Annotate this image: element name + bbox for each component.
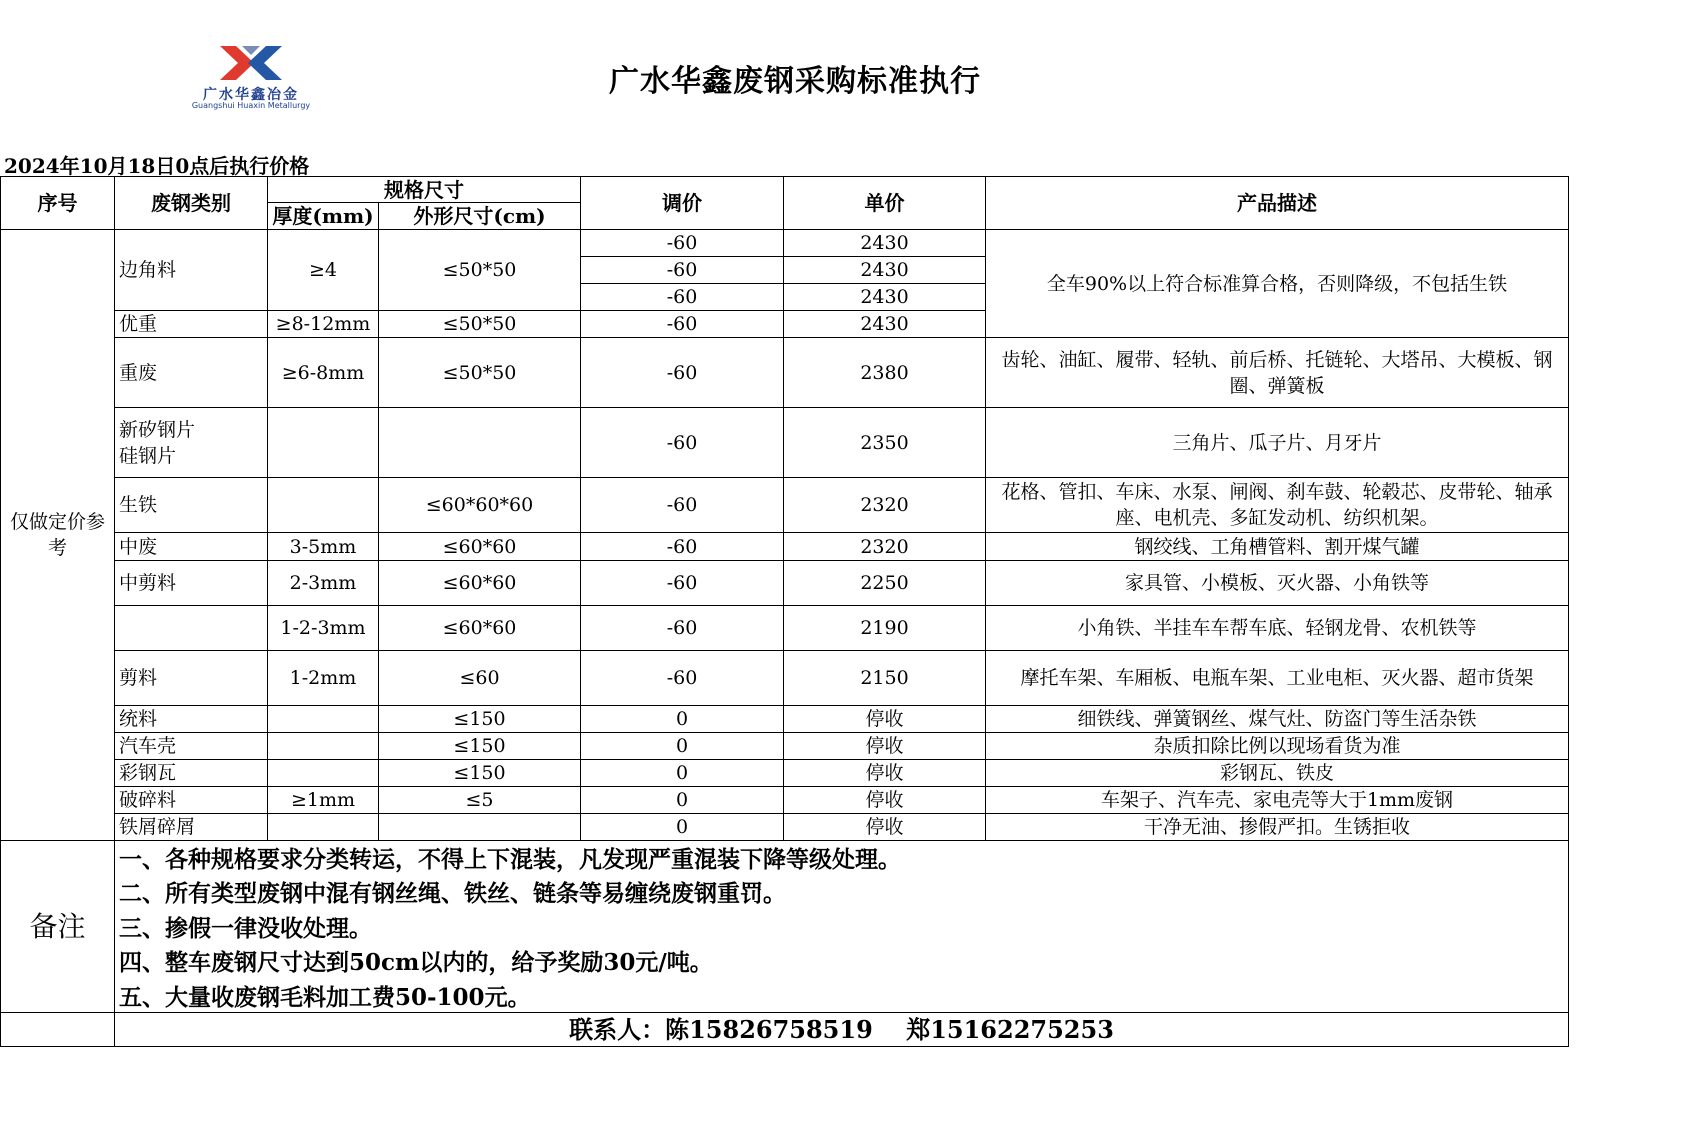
thickness-cell — [267, 813, 379, 841]
thickness-cell — [267, 477, 379, 533]
desc-cell: 齿轮、油缸、履带、轻轨、前后桥、托链轮、大塔吊、大模板、钢圈、弹簧板 — [985, 337, 1569, 408]
size-cell: ≤50*50 — [378, 229, 581, 311]
category-cell: 统料 — [114, 705, 268, 733]
header-thickness: 厚度(mm) — [267, 202, 379, 230]
header-spec: 规格尺寸 — [267, 176, 581, 203]
size-cell: ≤60*60 — [378, 532, 581, 561]
adjust-cell: -60 — [580, 477, 784, 533]
category-cell — [114, 605, 268, 651]
thickness-cell: ≥4 — [267, 229, 379, 311]
price-cell: 2430 — [783, 256, 986, 284]
desc-cell-merged: 全车90%以上符合标准算合格，否则降级，不包括生铁 — [985, 229, 1569, 338]
category-cell: 边角料 — [114, 229, 268, 311]
thickness-cell: ≥6-8mm — [267, 337, 379, 408]
category-cell: 汽车壳 — [114, 732, 268, 760]
thickness-cell — [267, 732, 379, 760]
desc-cell: 干净无油、掺假严扣。生锈拒收 — [985, 813, 1569, 841]
price-cell: 2350 — [783, 407, 986, 478]
adjust-cell: -60 — [580, 256, 784, 284]
category-cell: 优重 — [114, 310, 268, 338]
thickness-cell: 3-5mm — [267, 532, 379, 561]
header-category: 废钢类别 — [114, 176, 268, 230]
category-cell: 中废 — [114, 532, 268, 561]
price-cell: 停收 — [783, 732, 986, 760]
header-desc: 产品描述 — [985, 176, 1569, 230]
seq-note: 仅做定价参考 — [0, 229, 115, 841]
thickness-cell: 2-3mm — [267, 560, 379, 606]
logo-cn-text: 广水华鑫冶金 — [203, 87, 299, 103]
thickness-cell: ≥1mm — [267, 786, 379, 814]
remarks-box — [114, 840, 1569, 1013]
adjust-cell: -60 — [580, 337, 784, 408]
contact-info: 联系人：陈15826758519 郑15162275253 — [114, 1012, 1569, 1047]
remark-line: 五、大量收废钢毛料加工费50-100元。 — [119, 984, 531, 1011]
price-cell: 2190 — [783, 605, 986, 651]
adjust-cell: 0 — [580, 759, 784, 787]
adjust-cell: -60 — [580, 407, 784, 478]
adjust-cell: -60 — [580, 560, 784, 606]
category-cell: 新矽钢片 硅钢片 — [114, 407, 268, 478]
size-cell: ≤60*60 — [378, 560, 581, 606]
category-cell: 重废 — [114, 337, 268, 408]
category-cell: 剪料 — [114, 650, 268, 706]
price-cell: 停收 — [783, 759, 986, 787]
header-adjust: 调价 — [580, 176, 784, 230]
adjust-cell: 0 — [580, 705, 784, 733]
adjust-cell: 0 — [580, 786, 784, 814]
size-cell: ≤50*50 — [378, 310, 581, 338]
desc-cell: 细铁线、弹簧钢丝、煤气灶、防盗门等生活杂铁 — [985, 705, 1569, 733]
price-cell: 停收 — [783, 705, 986, 733]
remark-line: 四、整车废钢尺寸达到50cm以内的，给予奖励30元/吨。 — [119, 949, 713, 976]
size-cell — [378, 407, 581, 478]
thickness-cell — [267, 759, 379, 787]
thickness-cell — [267, 705, 379, 733]
price-cell: 2430 — [783, 310, 986, 338]
size-cell: ≤150 — [378, 705, 581, 733]
category-cell: 彩钢瓦 — [114, 759, 268, 787]
category-cell: 铁屑碎屑 — [114, 813, 268, 841]
price-cell: 2430 — [783, 229, 986, 257]
thickness-cell: ≥8-12mm — [267, 310, 379, 338]
page-title: 广水华鑫废钢采购标准执行 — [609, 64, 981, 99]
header-price: 单价 — [783, 176, 986, 230]
thickness-cell: 1-2-3mm — [267, 605, 379, 651]
size-cell: ≤50*50 — [378, 337, 581, 408]
category-cell: 破碎料 — [114, 786, 268, 814]
size-cell: ≤150 — [378, 732, 581, 760]
desc-cell: 三角片、瓜子片、月牙片 — [985, 407, 1569, 478]
adjust-cell: -60 — [580, 310, 784, 338]
price-cell: 2250 — [783, 560, 986, 606]
price-cell: 2320 — [783, 477, 986, 533]
size-cell — [378, 813, 581, 841]
desc-cell: 杂质扣除比例以现场看货为准 — [985, 732, 1569, 760]
adjust-cell: 0 — [580, 732, 784, 760]
adjust-cell: 0 — [580, 813, 784, 841]
header-size: 外形尺寸(cm) — [378, 202, 581, 230]
desc-cell: 花格、管扣、车床、水泵、闸阀、刹车鼓、轮毂芯、皮带轮、轴承座、电机壳、多缸发动机、纺织机架。 — [985, 477, 1569, 533]
remark-line: 一、各种规格要求分类转运，不得上下混装，凡发现严重混装下降等级处理。 — [119, 846, 901, 873]
desc-cell: 车架子、汽车壳、家电壳等大于1mm废钢 — [985, 786, 1569, 814]
header-seq: 序号 — [0, 176, 115, 230]
desc-cell: 钢绞线、工角槽管料、割开煤气罐 — [985, 532, 1569, 561]
contact-blank — [0, 1012, 115, 1047]
price-cell: 停收 — [783, 786, 986, 814]
adjust-cell: -60 — [580, 650, 784, 706]
logo-en-text: Guangshui Huaxin Metallurgy — [191, 101, 311, 110]
price-cell: 2150 — [783, 650, 986, 706]
price-cell: 2430 — [783, 283, 986, 311]
remark-line: 二、所有类型废钢中混有钢丝绳、铁丝、链条等易缠绕废钢重罚。 — [119, 880, 786, 907]
size-cell: ≤150 — [378, 759, 581, 787]
adjust-cell: -60 — [580, 605, 784, 651]
desc-cell: 摩托车架、车厢板、电瓶车架、工业电柜、灭火器、超市货架 — [985, 650, 1569, 706]
desc-cell: 彩钢瓦、铁皮 — [985, 759, 1569, 787]
desc-cell: 小角铁、半挂车车帮车底、轻钢龙骨、农机铁等 — [985, 605, 1569, 651]
size-cell: ≤60*60 — [378, 605, 581, 651]
thickness-cell — [267, 407, 379, 478]
category-cell: 生铁 — [114, 477, 268, 533]
adjust-cell: -60 — [580, 532, 784, 561]
adjust-cell: -60 — [580, 229, 784, 257]
effective-date: 2024年10月18日0点后执行价格 — [4, 154, 310, 178]
price-cell: 2380 — [783, 337, 986, 408]
thickness-cell: 1-2mm — [267, 650, 379, 706]
remark-line: 三、掺假一律没收处理。 — [119, 915, 372, 942]
size-cell: ≤60*60*60 — [378, 477, 581, 533]
desc-cell: 家具管、小模板、灭火器、小角铁等 — [985, 560, 1569, 606]
category-cell: 中剪料 — [114, 560, 268, 606]
price-cell: 2320 — [783, 532, 986, 561]
price-cell: 停收 — [783, 813, 986, 841]
size-cell: ≤60 — [378, 650, 581, 706]
size-cell: ≤5 — [378, 786, 581, 814]
remarks-label: 备注 — [0, 840, 115, 1013]
adjust-cell: -60 — [580, 283, 784, 311]
